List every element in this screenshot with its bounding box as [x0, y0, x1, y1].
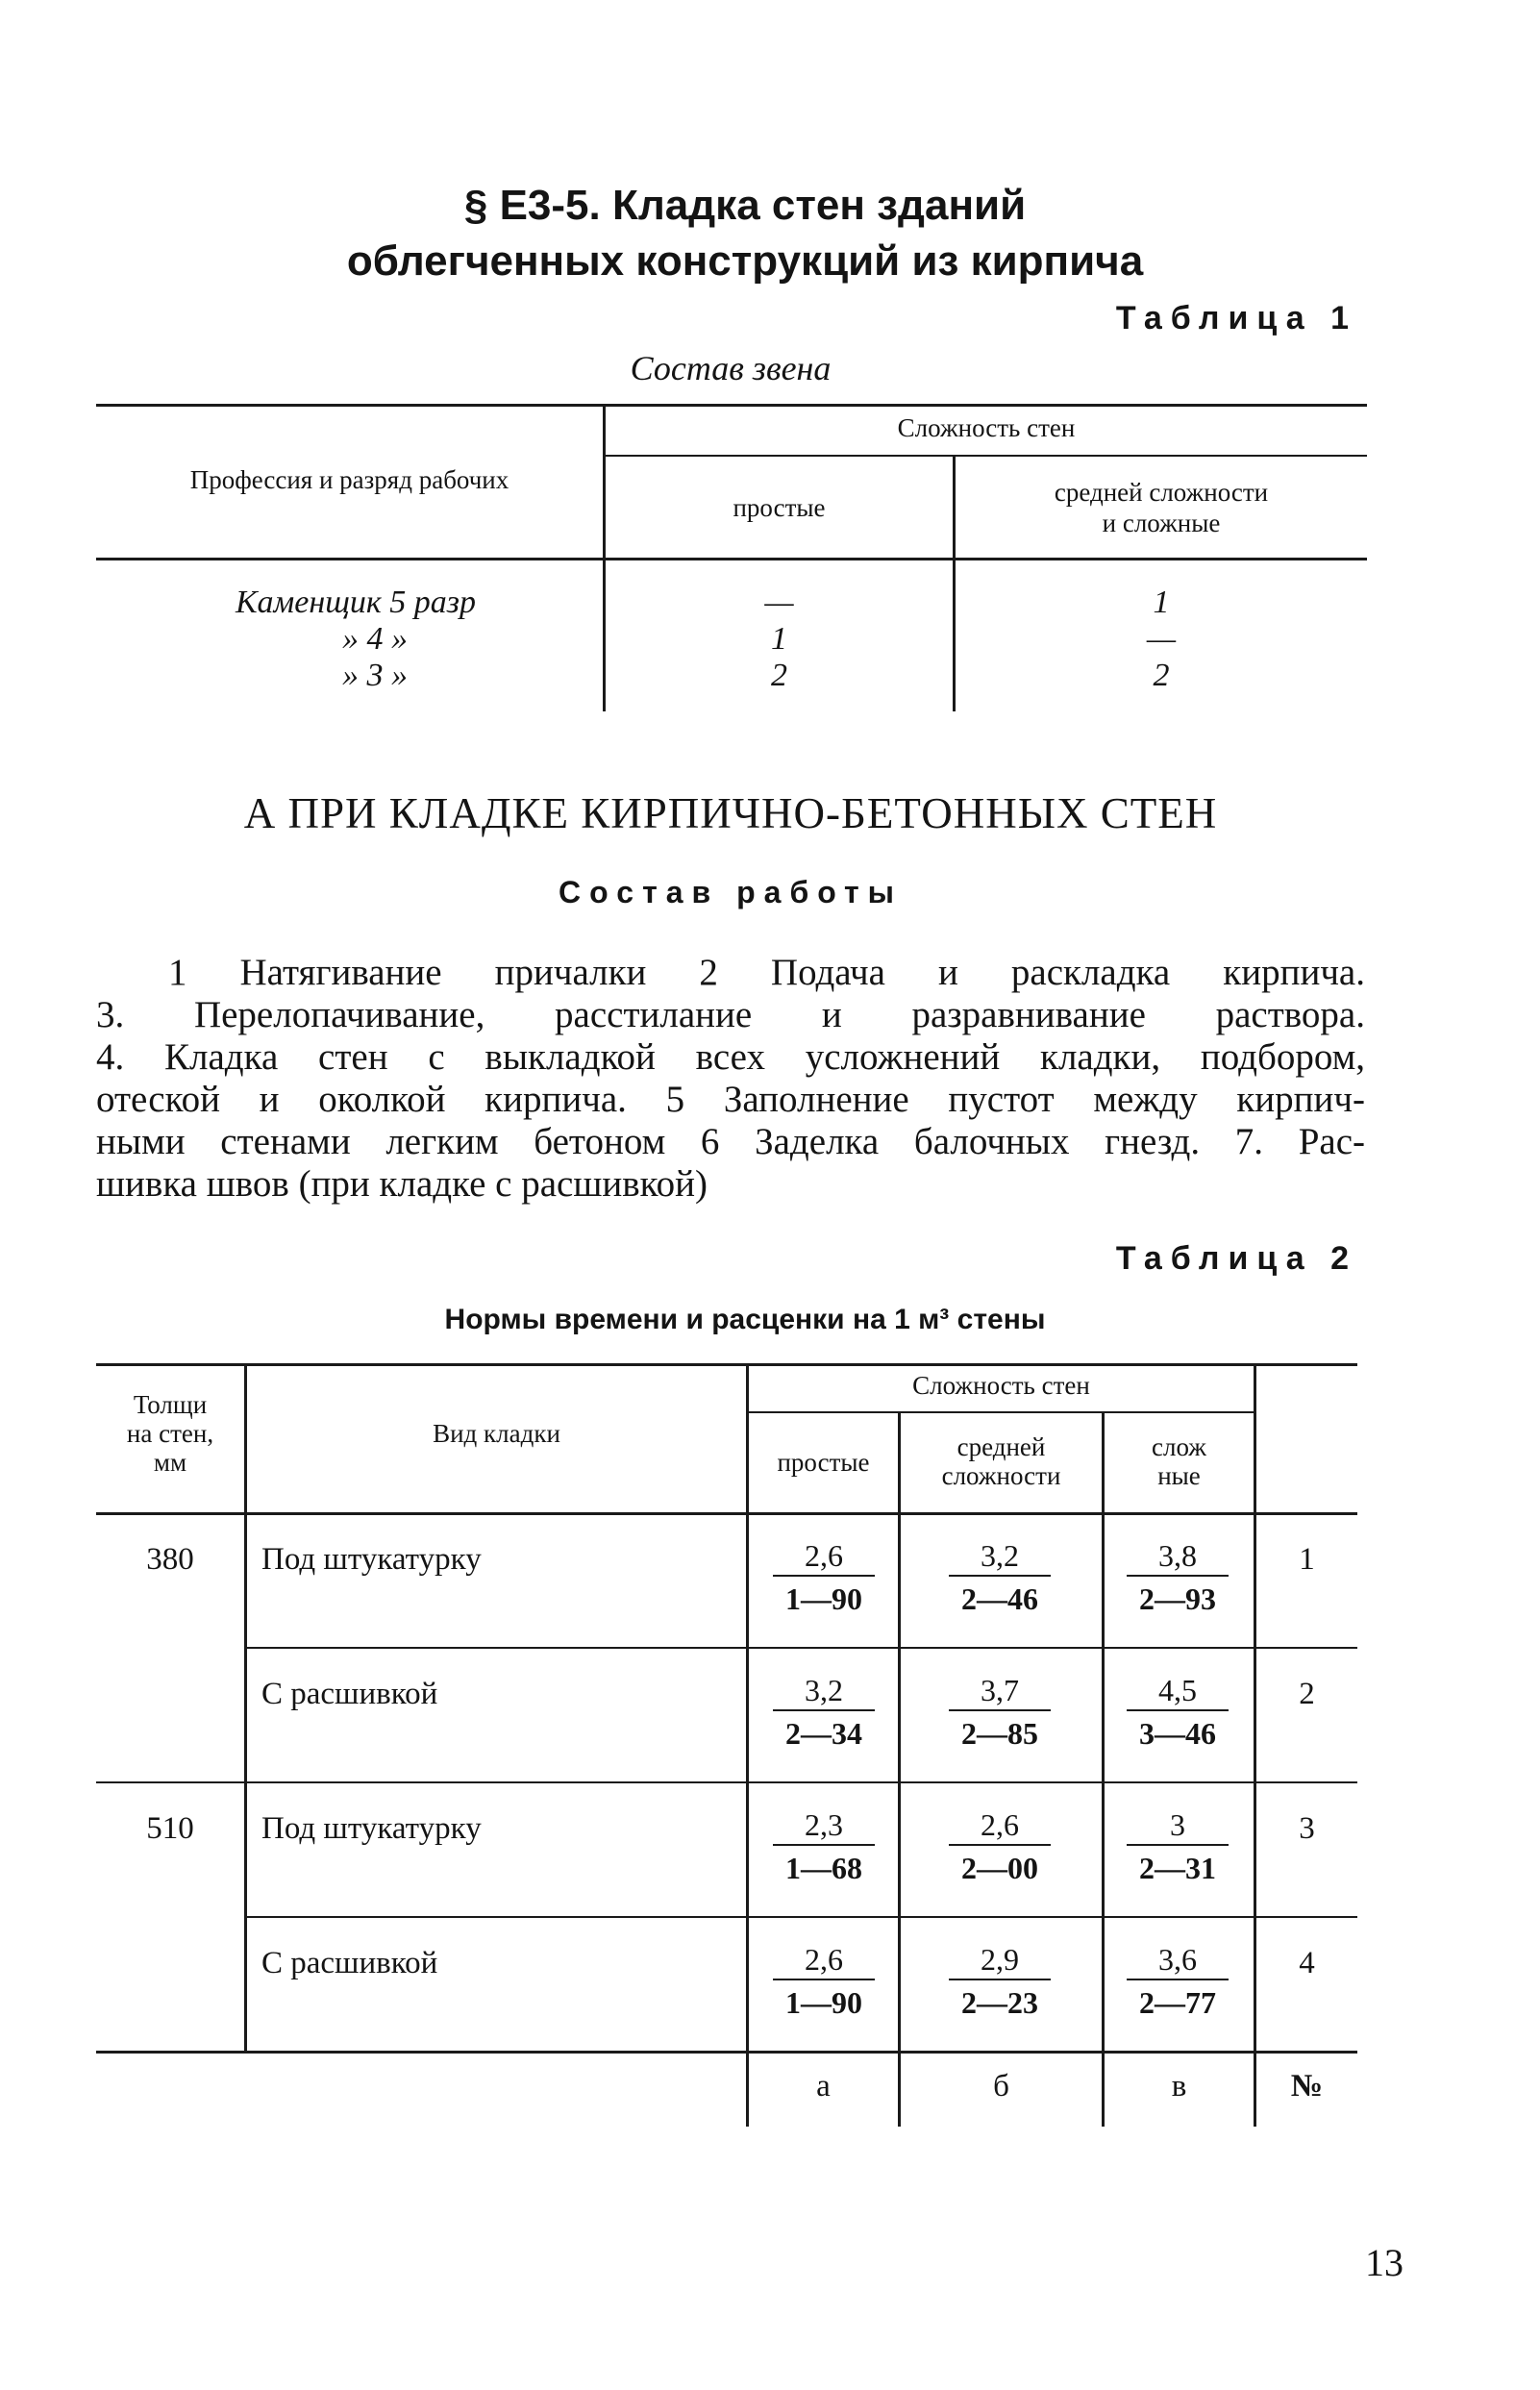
table1-col-profession: Профессия и разряд рабочих [189, 465, 509, 494]
footer-col-number: № [1290, 2069, 1324, 2104]
table2-col-complex [1105, 1432, 1254, 1490]
table1-simple-value: 2 [771, 658, 787, 693]
row-number: 2 [1299, 1677, 1315, 1711]
work-composition-title: Состав работы [559, 875, 903, 909]
table2-head-rule [96, 1512, 1357, 1515]
time-norm: 3,2 [805, 1673, 843, 1707]
table2-caption: Нормы времени и расценки на 1 м³ стены [444, 1304, 1046, 1335]
cell-medium [937, 1940, 1062, 2023]
row-type: Под штукатурку [261, 1811, 482, 1846]
page-number: 13 [1365, 2241, 1403, 2284]
footer-col-c: в [1171, 2069, 1187, 2104]
table2-row-rule [246, 1647, 1357, 1649]
row-thickness: 380 [146, 1542, 194, 1577]
table2-divider [1102, 1411, 1105, 2127]
rate: 2—31 [1139, 1851, 1216, 1885]
table2-label: Таблица 2 [1115, 1240, 1357, 1277]
time-norm: 3,7 [981, 1673, 1019, 1707]
cell-complex [1115, 1671, 1240, 1754]
time-norm: 3,6 [1158, 1942, 1197, 1977]
table1-col-complex-line2: и сложные [1102, 509, 1221, 537]
time-norm: 2,9 [981, 1942, 1019, 1977]
table1-group-rule [604, 455, 1367, 457]
table2-col-medium [901, 1432, 1102, 1490]
time-norm: 2,3 [805, 1807, 843, 1842]
table2-col-simple: простые [777, 1448, 870, 1477]
table2-divider [244, 1363, 247, 2054]
work-composition-text [96, 952, 1365, 1206]
table2-row-rule [96, 1781, 1357, 1783]
row-thickness: 510 [146, 1811, 194, 1846]
text-line: шивка швов (при кладке с расшивкой) [96, 1163, 708, 1205]
table1-complex-value: 2 [1153, 658, 1170, 693]
table1-complex-value: 1 [1153, 585, 1170, 620]
table2-top-rule [96, 1363, 1357, 1366]
rate: 1—90 [785, 1985, 862, 2020]
row-number: 4 [1299, 1946, 1315, 1980]
rate: 1—90 [785, 1581, 862, 1616]
rate: 2—34 [785, 1716, 862, 1751]
cell-simple [761, 1671, 886, 1754]
row-type: С расшивкой [261, 1677, 438, 1711]
header-line: на стен, [126, 1419, 214, 1448]
text-line: отеской и околкой кирпича. 5 Заполнение пустот между кирпич- [96, 1079, 1365, 1120]
table2-group-header: Сложность стен [912, 1371, 1090, 1400]
header-line: средней [956, 1432, 1046, 1461]
table2-col-thickness [96, 1390, 244, 1477]
rate: 2—46 [961, 1581, 1038, 1616]
cell-medium [937, 1671, 1062, 1754]
section-title: А ПРИ КЛАДКЕ КИРПИЧНО-БЕТОННЫХ СТЕН [243, 789, 1218, 837]
table2-divider [1254, 1363, 1256, 2127]
heading-line-1: § Е3-5. Кладка стен зданий [463, 182, 1027, 229]
table2-col-type: Вид кладки [433, 1419, 560, 1448]
text-line: ными стенами легким бетоном 6 Заделка балочных гнезд. 7. Рас- [96, 1121, 1365, 1162]
footer-col-a: а [816, 2069, 831, 2104]
table1-top-rule [96, 404, 1367, 407]
table1-col-complex-values [956, 585, 1367, 694]
header-line: ные [1157, 1461, 1201, 1490]
rate: 2—23 [961, 1985, 1038, 2020]
table1-simple-value: — [764, 585, 794, 620]
header-line: мм [153, 1448, 187, 1477]
table1-row-name: » 3 » [342, 658, 408, 693]
table1-col-simple-values [606, 585, 953, 694]
row-type: С расшивкой [261, 1946, 438, 1980]
cell-complex [1115, 1536, 1240, 1619]
table1-col-simple: простые [733, 493, 826, 522]
row-number: 3 [1299, 1811, 1315, 1846]
cell-complex [1115, 1940, 1240, 2023]
table1-head-rule [96, 558, 1367, 560]
cell-medium [937, 1536, 1062, 1619]
cell-simple [761, 1536, 886, 1619]
cell-simple [761, 1805, 886, 1888]
time-norm: 3,8 [1158, 1538, 1197, 1573]
row-type: Под штукатурку [261, 1542, 482, 1577]
row-number: 1 [1299, 1542, 1315, 1577]
table1-complex-value: — [1146, 621, 1177, 657]
rate: 2—00 [961, 1851, 1038, 1885]
table2-group-rule [748, 1411, 1255, 1413]
time-norm: 3,2 [981, 1538, 1019, 1573]
time-norm: 2,6 [805, 1538, 843, 1573]
table2-row-rule [246, 1916, 1357, 1918]
rate: 2—85 [961, 1716, 1038, 1751]
table2-bottom-rule [96, 2051, 1357, 2054]
heading-line-2: облегченных конструкций из кирпича [346, 237, 1144, 285]
rate: 1—68 [785, 1851, 862, 1885]
table2-divider [898, 1411, 901, 2127]
text-line: 4. Кладка стен с выкладкой всех усложнений кладки, подбором, [96, 1036, 1365, 1078]
rate: 3—46 [1139, 1716, 1216, 1751]
header-line: слож [1152, 1432, 1206, 1461]
table1-col-complex-line1: средней сложности [1054, 478, 1269, 507]
text-line: 1 Натягивание причалки 2 Подача и раскладка кирпича. [168, 952, 1365, 993]
cell-complex [1115, 1805, 1240, 1888]
rate: 2—93 [1139, 1581, 1216, 1616]
header-line: сложности [941, 1461, 1061, 1490]
table1-row-name: » 4 » [342, 621, 408, 657]
table1-row-name: Каменщик 5 разр [235, 585, 477, 620]
time-norm: 4,5 [1158, 1673, 1197, 1707]
table1-caption: Состав звена [630, 349, 832, 387]
table2-divider [746, 1363, 749, 2127]
table1-simple-value: 1 [771, 621, 787, 657]
time-norm: 3 [1170, 1807, 1185, 1842]
table1-col-complex [956, 477, 1367, 538]
rate: 2—77 [1139, 1985, 1216, 2020]
footer-col-b: б [993, 2069, 1009, 2104]
time-norm: 2,6 [981, 1807, 1019, 1842]
cell-medium [937, 1805, 1062, 1888]
section-heading [288, 178, 1202, 289]
table1-row-names [202, 585, 509, 694]
time-norm: 2,6 [805, 1942, 843, 1977]
text-line: 3. Перелопачивание, расстилание и разравнивание раствора. [96, 994, 1365, 1035]
table1-group-header: Сложность стен [897, 413, 1076, 442]
table1-label: Таблица 1 [1115, 300, 1357, 336]
header-line: Толщи [133, 1390, 208, 1419]
cell-simple [761, 1940, 886, 2023]
